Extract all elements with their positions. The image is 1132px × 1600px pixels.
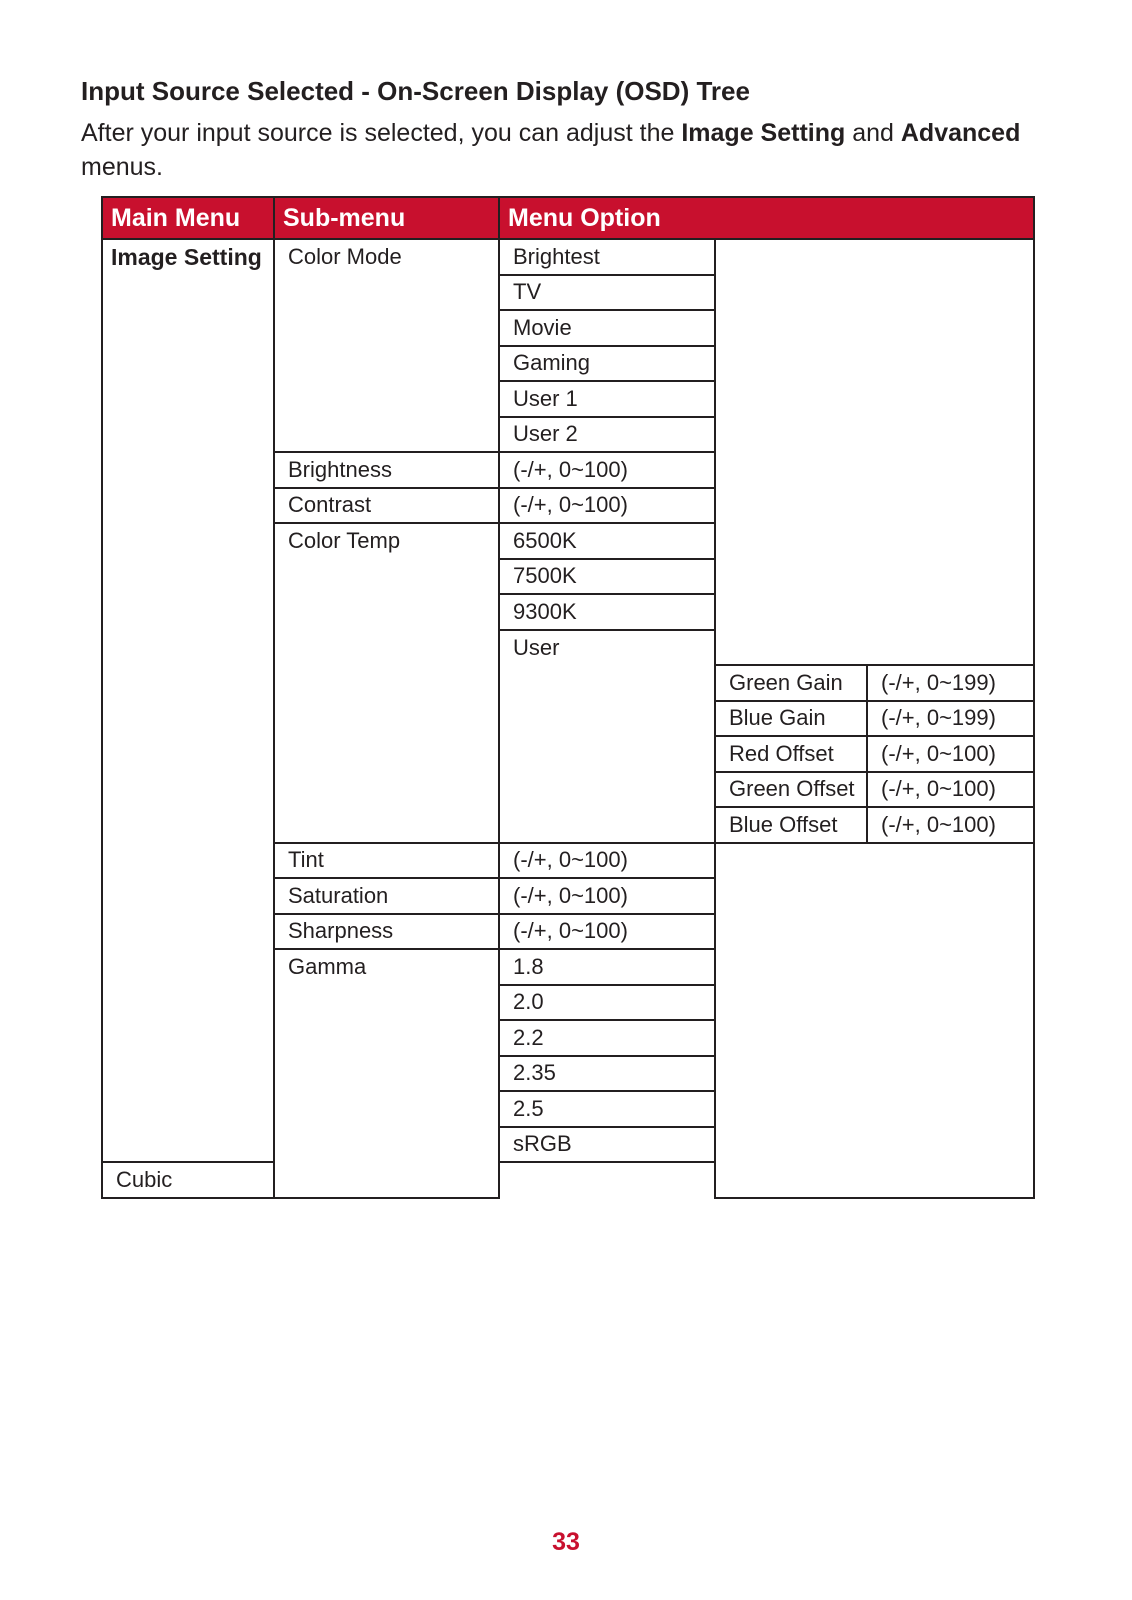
- option-cell: User 2: [499, 417, 715, 453]
- option-cell: 2.2: [499, 1020, 715, 1056]
- user-setting-name: Red Offset: [715, 736, 867, 772]
- option-cell: Cubic: [102, 1162, 274, 1198]
- option-cell: 9300K: [499, 594, 715, 630]
- empty-cell: [715, 239, 1034, 665]
- option-cell: Brightest: [499, 239, 715, 275]
- user-setting-name: Green Gain: [715, 665, 867, 701]
- option-cell: Movie: [499, 310, 715, 346]
- option-cell: (-/+, 0~100): [499, 843, 715, 879]
- table-row: [102, 239, 1034, 275]
- intro-bold-image-setting: Image Setting: [681, 119, 846, 147]
- user-setting-value: (-/+, 0~100): [867, 772, 1034, 808]
- intro-text-2: and: [845, 119, 901, 147]
- option-cell: 7500K: [499, 559, 715, 595]
- option-cell: 2.5: [499, 1091, 715, 1127]
- option-cell: TV: [499, 275, 715, 311]
- empty-cell: [715, 843, 1034, 1198]
- option-cell: (-/+, 0~100): [499, 488, 715, 524]
- user-setting-value: (-/+, 0~100): [867, 736, 1034, 772]
- option-cell: Gaming: [499, 346, 715, 382]
- option-cell: User 1: [499, 381, 715, 417]
- option-cell: (-/+, 0~100): [499, 878, 715, 914]
- sub-brightness: Brightness: [274, 452, 499, 488]
- user-setting-name: Blue Gain: [715, 701, 867, 737]
- intro-paragraph: [81, 116, 1061, 184]
- header-main-menu: Main Menu: [102, 197, 274, 239]
- option-cell: 2.35: [499, 1056, 715, 1092]
- sub-contrast: Contrast: [274, 488, 499, 524]
- option-cell: sRGB: [499, 1127, 715, 1163]
- page-title: Input Source Selected - On-Screen Display (OSD) Tree: [81, 76, 750, 106]
- intro-text-1: After your input source is selected, you can adjust the: [81, 119, 682, 147]
- option-cell: 6500K: [499, 523, 715, 559]
- sub-color-mode: Color Mode: [274, 239, 499, 452]
- sub-tint: Tint: [274, 843, 499, 879]
- user-setting-name: Blue Offset: [715, 807, 867, 843]
- header-sub-menu: Sub-menu: [274, 197, 499, 239]
- sub-gamma: Gamma: [274, 949, 499, 1198]
- main-menu-image-setting: Image Setting: [102, 239, 274, 1162]
- page-number: 33: [552, 1528, 580, 1556]
- sub-saturation: Saturation: [274, 878, 499, 914]
- intro-bold-advanced: Advanced: [900, 119, 1021, 147]
- option-cell-user: User: [499, 630, 715, 843]
- user-setting-value: (-/+, 0~100): [867, 807, 1034, 843]
- option-cell: 2.0: [499, 985, 715, 1021]
- sub-color-temp: Color Temp: [274, 523, 499, 843]
- user-setting-value: (-/+, 0~199): [867, 665, 1034, 701]
- intro-text-3: menus.: [81, 153, 163, 181]
- user-setting-name: Green Offset: [715, 772, 867, 808]
- osd-tree-table: [101, 196, 1035, 1199]
- option-cell: (-/+, 0~100): [499, 452, 715, 488]
- sub-sharpness: Sharpness: [274, 914, 499, 950]
- user-setting-value: (-/+, 0~199): [867, 701, 1034, 737]
- table-header-row: [102, 197, 1034, 239]
- header-menu-option: Menu Option: [499, 197, 1034, 239]
- option-cell: 1.8: [499, 949, 715, 985]
- option-cell: (-/+, 0~100): [499, 914, 715, 950]
